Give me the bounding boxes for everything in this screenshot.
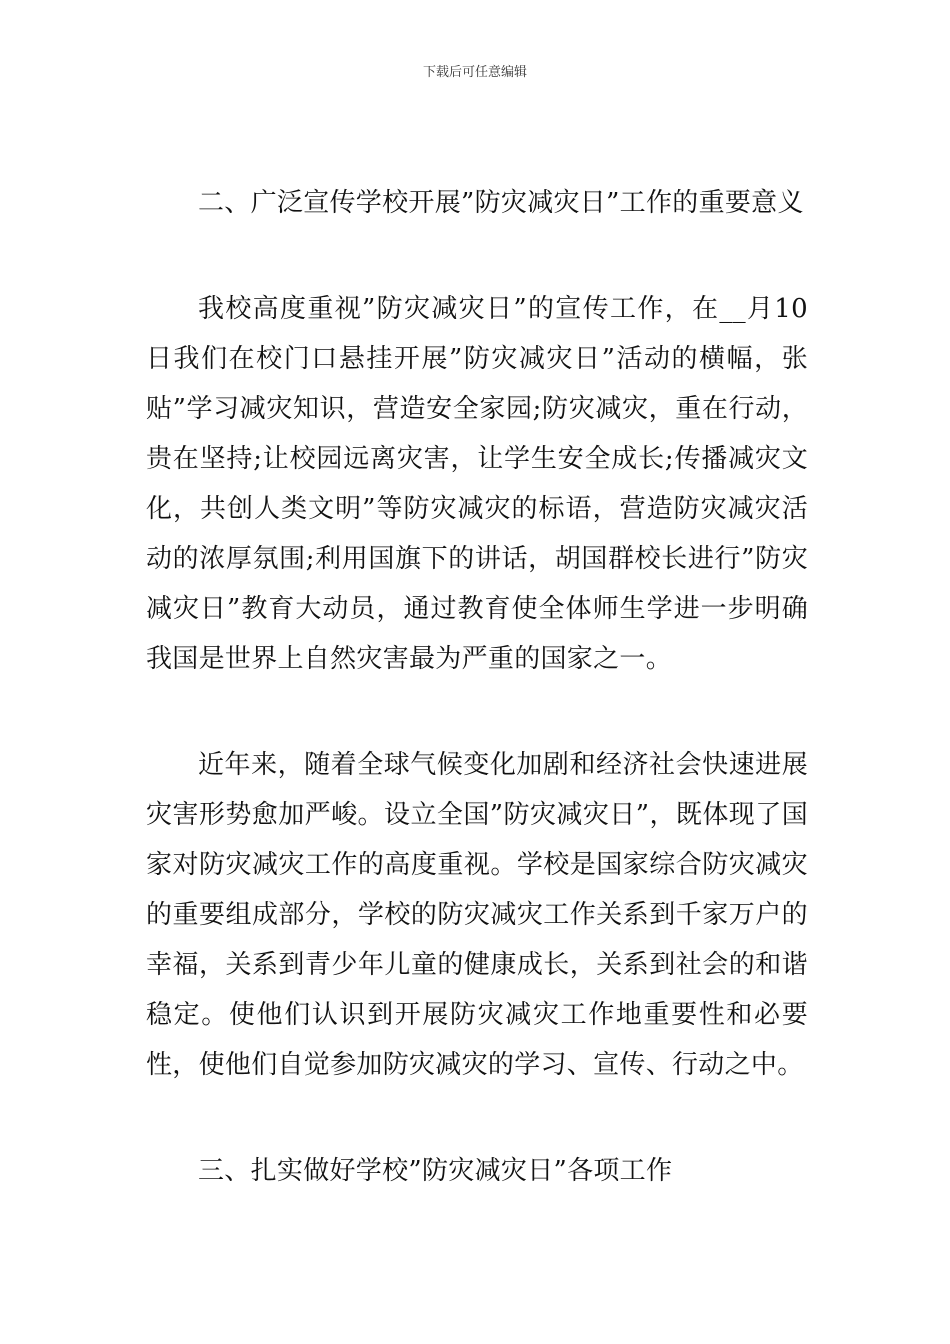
- document-body: [146, 178, 808, 1252]
- section-2-heading: 二、广泛宣传学校开展”防灾减灾日”工作的重要意义: [198, 188, 804, 218]
- paragraph-publicity-work: 我校高度重视”防灾减灾日”的宣传工作，在__月10日我们在校门口悬挂开展”防灾减灾日”活动的横幅，张贴”学习减灾知识，营造安全家园;防灾减灾，重在行动，贵在坚持;让校园远离灾害，让学生安全成长;传播减灾文化，共创人类文明”等防灾减灾的标语，营造防灾减灾活动的浓厚氛围;利用国旗下的讲话，胡国群校长进行”防灾减灾日”教育大动员，通过教育使全体师生学进一步明确我国是世界上自然灾害最为严重的国家之一。: [146, 294, 808, 674]
- page-header-note: 下载后可任意编辑: [422, 65, 527, 80]
- section-3-heading: 三、扎实做好学校”防灾减灾日”各项工作: [198, 1156, 673, 1186]
- paragraph-significance: 近年来，随着全球气候变化加剧和经济社会快速进展灾害形势愈加严峻。设立全国”防灾减灾日”，既体现了国家对防灾减灾工作的高度重视。学校是国家综合防灾减灾的重要组成部分，学校的防灾减灾工作关系到千家万户的幸福，关系到青少年儿童的健康成长，关系到社会的和谐稳定。使他们认识到开展防灾减灾工作地重要性和必要性，使他们自觉参加防灾减灾的学习、宣传、行动之中。: [146, 750, 808, 1080]
